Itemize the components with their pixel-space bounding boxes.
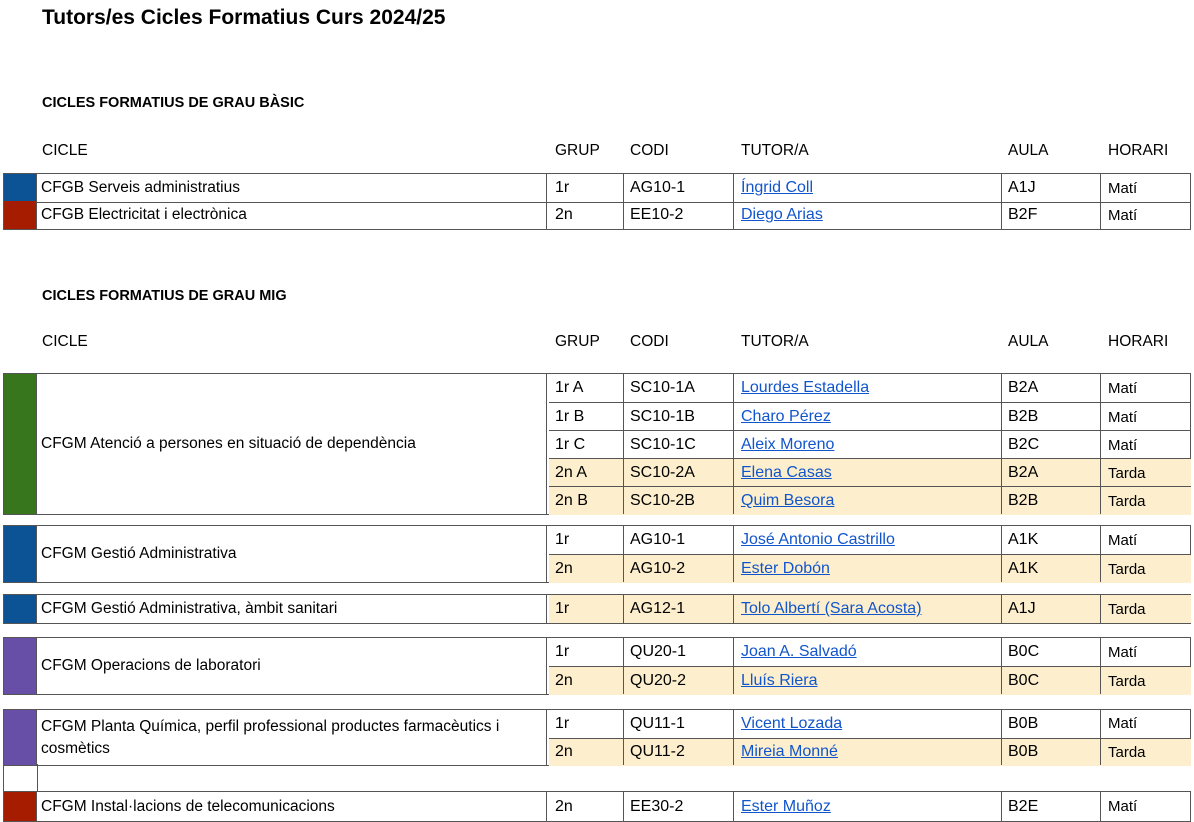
aula-cell: B2B: [1008, 492, 1039, 509]
column-divider: [1001, 595, 1002, 623]
aula-cell: B0C: [1008, 643, 1040, 660]
column-divider: [733, 595, 734, 623]
cicle-name: CFGB Electricitat i electrònica: [41, 206, 247, 223]
column-divider: [733, 174, 734, 202]
cell-aula: [1008, 526, 1038, 554]
cell-grup: [555, 792, 573, 821]
tutor-link[interactable]: Joan A. Salvadó: [741, 643, 857, 660]
cell-tutor: [741, 487, 834, 515]
cell-codi: [630, 526, 685, 554]
column-divider: [623, 595, 624, 623]
grup-cell: 2n: [555, 560, 573, 577]
cicle-name: CFGM Instal·lacions de telecomunicacions: [41, 797, 335, 815]
tutor-link[interactable]: Tolo Albertí (Sara Acosta): [741, 600, 922, 617]
aula-cell: B2C: [1008, 436, 1040, 453]
cell-tutor: [741, 638, 857, 666]
aula-cell: A1J: [1008, 179, 1036, 196]
cell-horari: [1108, 792, 1137, 821]
column-divider: [623, 174, 624, 202]
grup-cell: 2n: [555, 743, 573, 761]
cell-aula: [1008, 792, 1038, 821]
cell-grup: [555, 174, 569, 202]
column-divider: [546, 792, 547, 821]
aula-cell: A1K: [1008, 531, 1039, 548]
cell-border: [3, 526, 4, 582]
cell-codi: [630, 595, 685, 623]
grup-cell: 2n A: [555, 464, 588, 481]
grup-cell: 1r: [555, 643, 570, 660]
codi-cell: SC10-2A: [630, 464, 695, 481]
grup-cell: 2n B: [555, 492, 588, 509]
grup-cell: 2n: [555, 797, 573, 815]
column-divider: [1001, 174, 1002, 202]
codi-cell: QU11-2: [630, 743, 685, 761]
grup-cell: 1r C: [555, 436, 586, 453]
codi-cell: QU20-2: [630, 672, 687, 689]
column-divider: [733, 526, 734, 582]
codi-cell: AG10-1: [630, 531, 686, 548]
grup-cell: 1r: [555, 179, 570, 196]
grup-cell: 2n: [555, 206, 573, 223]
cicle-block: [3, 201, 1191, 230]
cell-tutor: [741, 667, 817, 695]
column-divider: [733, 792, 734, 821]
horari-cell: Matí: [1108, 715, 1138, 733]
color-swatch: [3, 638, 37, 694]
codi-cell: SC10-1A: [630, 379, 695, 396]
horari-cell: Tarda: [1108, 464, 1146, 482]
column-divider: [546, 638, 547, 694]
tutor-link[interactable]: Ester Muñoz: [741, 797, 831, 815]
aula-cell: A1J: [1008, 600, 1036, 617]
column-divider: [546, 526, 547, 582]
cell-grup: [555, 595, 569, 623]
color-swatch: [3, 201, 37, 229]
table-row: [549, 402, 1191, 431]
aula-cell: B2E: [1008, 797, 1039, 815]
cicle-name: CFGM Operacions de laboratori: [41, 657, 261, 674]
horari-cell: Matí: [1108, 643, 1138, 661]
horari-cell: Matí: [1108, 379, 1138, 397]
table-row: [549, 738, 1191, 767]
cicle-block: [3, 594, 1191, 624]
section-heading-grau-basic: CICLES FORMATIUS DE GRAU BÀSIC: [42, 95, 305, 111]
codi-cell: EE10-2: [630, 206, 684, 223]
cell-tutor: [741, 526, 895, 554]
section-heading-grau-mig: CICLES FORMATIUS DE GRAU MIG: [42, 288, 287, 304]
cell-codi: [630, 555, 685, 583]
column-divider: [733, 374, 734, 514]
table-row: [549, 554, 1191, 583]
cell-grup: [555, 739, 573, 767]
column-divider: [623, 201, 624, 229]
color-swatch: [3, 174, 37, 202]
cell-grup: [555, 201, 573, 229]
cell-tutor: [741, 710, 842, 738]
codi-cell: AG10-2: [630, 560, 686, 577]
cell-grup: [555, 638, 569, 666]
cell-border: [3, 201, 4, 229]
horari-cell: Matí: [1108, 798, 1138, 815]
cell-tutor: [741, 459, 832, 487]
column-divider: [623, 526, 624, 582]
cicle-block: [3, 525, 1191, 583]
cell-horari: [1108, 667, 1146, 695]
cell-horari: [1108, 595, 1146, 623]
cell-codi: [630, 667, 686, 695]
cell-tutor: [741, 555, 830, 583]
horari-cell: Matí: [1108, 179, 1138, 197]
cell-aula: [1008, 403, 1038, 431]
color-swatch: [3, 792, 37, 821]
cell-aula: [1008, 174, 1036, 202]
column-divider: [1001, 792, 1002, 821]
tutor-link[interactable]: Íngrid Coll: [741, 179, 814, 196]
aula-cell: B0C: [1008, 672, 1040, 689]
cell-horari: [1108, 487, 1146, 515]
horari-cell: Tarda: [1108, 600, 1146, 618]
tutor-link[interactable]: Lluís Riera: [741, 672, 818, 689]
cicle-name: CFGM Planta Química, perfil professional productes farmacèutics i cosmètics: [41, 717, 500, 757]
column-divider: [546, 374, 547, 514]
column-header-cicle: CICLE: [42, 333, 88, 350]
column-divider: [1100, 792, 1101, 821]
column-header-cicle: CICLE: [42, 142, 88, 159]
column-header-horari: HORARI: [1108, 142, 1169, 159]
cicle-block: [3, 791, 1191, 822]
cell-grup: [555, 374, 583, 402]
aula-cell: B2B: [1008, 408, 1039, 425]
cell-border: [3, 638, 4, 694]
horari-cell: Matí: [1108, 408, 1138, 426]
column-divider: [733, 638, 734, 694]
cell-tutor: [741, 431, 834, 459]
cell-border: [3, 792, 4, 821]
table-row: [549, 666, 1191, 695]
column-divider: [1001, 201, 1002, 229]
table-row: [549, 374, 1191, 402]
cell-codi: [630, 487, 695, 515]
cell-horari: [1108, 526, 1137, 554]
tutor-link[interactable]: Quim Besora: [741, 492, 835, 509]
cell-horari: [1108, 710, 1137, 738]
color-swatch: [3, 710, 37, 765]
color-swatch: [3, 595, 37, 623]
cell-horari: [1108, 555, 1146, 583]
tutor-link[interactable]: Lourdes Estadella: [741, 379, 870, 396]
column-divider: [546, 595, 547, 623]
column-divider: [1100, 638, 1101, 694]
cicle-block: [3, 637, 1191, 695]
tutor-link[interactable]: Ester Dobón: [741, 560, 830, 577]
tutor-link[interactable]: José Antonio Castrillo: [741, 531, 895, 548]
codi-cell: SC10-1B: [630, 408, 695, 425]
column-divider: [1100, 201, 1101, 229]
cell-aula: [1008, 555, 1038, 583]
cell-grup: [555, 459, 587, 487]
cell-tutor: [741, 595, 922, 623]
codi-cell: QU11-1: [630, 714, 685, 732]
column-divider: [1100, 595, 1101, 623]
cell-horari: [1108, 431, 1137, 459]
aula-cell: A1K: [1008, 560, 1039, 577]
column-divider: [1001, 710, 1002, 765]
cell-codi: [630, 792, 683, 821]
table-row: [549, 595, 1191, 623]
cell-grup: [555, 555, 573, 583]
cell-aula: [1008, 201, 1037, 229]
grup-cell: 1r: [555, 714, 570, 732]
grup-cell: 1r A: [555, 379, 584, 396]
cell-aula: [1008, 638, 1039, 666]
tutor-link[interactable]: Vicent Lozada: [741, 714, 843, 732]
cell-horari: [1108, 201, 1137, 229]
cell-horari: [1108, 459, 1146, 487]
aula-cell: B2A: [1008, 464, 1039, 481]
cell-tutor: [741, 374, 869, 402]
horari-cell: Tarda: [1108, 672, 1146, 690]
cell-horari: [1108, 739, 1146, 767]
column-header-aula: AULA: [1008, 333, 1049, 350]
cell-codi: [630, 710, 685, 738]
cell-horari: [1108, 174, 1137, 202]
column-divider: [1100, 174, 1101, 202]
cell-border: [3, 595, 4, 623]
cell-codi: [630, 459, 695, 487]
column-divider: [733, 201, 734, 229]
cell-aula: [1008, 374, 1038, 402]
color-swatch: [3, 526, 37, 582]
table-row: [549, 430, 1191, 459]
cell-codi: [630, 431, 696, 459]
page-title: Tutors/es Cicles Formatius Curs 2024/25: [42, 6, 446, 29]
codi-cell: SC10-2B: [630, 492, 695, 509]
column-divider: [1001, 374, 1002, 514]
horari-cell: Matí: [1108, 531, 1138, 549]
column-divider: [1001, 526, 1002, 582]
cell-tutor: [741, 201, 823, 229]
cell-aula: [1008, 710, 1038, 738]
aula-cell: B0B: [1008, 714, 1039, 732]
horari-cell: Matí: [1108, 206, 1138, 224]
cicle-name: CFGM Gestió Administrativa: [41, 545, 237, 562]
column-divider: [623, 792, 624, 821]
tutor-link[interactable]: Elena Casas: [741, 464, 832, 481]
column-header-grup: GRUP: [555, 142, 600, 159]
table-row: [549, 638, 1191, 666]
cicle-block: [3, 709, 1191, 766]
column-header-aula: AULA: [1008, 142, 1049, 159]
cell-border: [3, 374, 4, 514]
aula-cell: B2A: [1008, 379, 1039, 396]
grup-cell: 2n: [555, 672, 573, 689]
cicle-block: [3, 373, 1191, 515]
cell-aula: [1008, 459, 1038, 487]
cell-tutor: [741, 403, 831, 431]
horari-cell: Tarda: [1108, 560, 1146, 578]
column-divider: [546, 201, 547, 229]
codi-cell: SC10-1C: [630, 436, 696, 453]
cicle-block: [3, 173, 1191, 203]
cell-codi: [630, 174, 685, 202]
column-divider: [1100, 710, 1101, 765]
codi-cell: EE30-2: [630, 797, 684, 815]
cell-horari: [1108, 638, 1137, 666]
column-header-tutor: TUTOR/A: [741, 333, 809, 350]
cell-horari: [1108, 374, 1137, 402]
cell-tutor: [741, 792, 831, 821]
cell-codi: [630, 374, 695, 402]
cell-grup: [555, 667, 573, 695]
codi-cell: AG12-1: [630, 600, 686, 617]
table-row: [549, 792, 1191, 821]
column-header-codi: CODI: [630, 333, 669, 350]
column-divider: [1001, 638, 1002, 694]
cell-grup: [555, 431, 585, 459]
grup-cell: 1r B: [555, 408, 585, 425]
cell-codi: [630, 739, 685, 767]
aula-cell: B0B: [1008, 743, 1039, 761]
cell-aula: [1008, 595, 1036, 623]
grup-cell: 1r: [555, 600, 570, 617]
cell-codi: [630, 403, 695, 431]
cicle-name: CFGB Serveis administratius: [41, 179, 240, 196]
table-row: [549, 710, 1191, 738]
cell-border: [3, 174, 4, 202]
column-divider: [1100, 526, 1101, 582]
cell-aula: [1008, 431, 1039, 459]
grup-cell: 1r: [555, 531, 570, 548]
tutor-link[interactable]: Mireia Monné: [741, 743, 838, 761]
column-divider: [733, 710, 734, 765]
cell-tutor: [741, 174, 813, 202]
horari-cell: Tarda: [1108, 743, 1146, 761]
cell-grup: [555, 403, 584, 431]
cell-grup: [555, 710, 569, 738]
tutor-link[interactable]: Aleix Moreno: [741, 436, 835, 453]
tutor-link[interactable]: Charo Pérez: [741, 408, 831, 425]
column-divider: [623, 374, 624, 514]
cell-border: [3, 710, 4, 765]
cell-grup: [555, 487, 588, 515]
cell-codi: [630, 638, 686, 666]
column-header-grup: GRUP: [555, 333, 600, 350]
column-divider: [546, 174, 547, 202]
table-row: [549, 174, 1191, 202]
cell-tutor: [741, 739, 838, 767]
tutor-link[interactable]: Diego Arias: [741, 206, 823, 223]
column-divider: [623, 638, 624, 694]
cell-aula: [1008, 487, 1038, 515]
codi-cell: AG10-1: [630, 179, 686, 196]
horari-cell: Matí: [1108, 436, 1138, 454]
cell-codi: [630, 201, 683, 229]
cell-aula: [1008, 667, 1039, 695]
empty-row: [3, 764, 1191, 792]
cicle-name: CFGM Gestió Administrativa, àmbit sanitari: [41, 600, 338, 617]
table-row: [549, 458, 1191, 487]
column-header-codi: CODI: [630, 142, 669, 159]
column-divider: [623, 710, 624, 765]
column-header-horari: HORARI: [1108, 333, 1169, 350]
codi-cell: QU20-1: [630, 643, 687, 660]
cicle-name: CFGM Atenció a persones en situació de dependència: [41, 435, 416, 452]
column-divider: [1100, 374, 1101, 514]
aula-cell: B2F: [1008, 206, 1038, 223]
cell-aula: [1008, 739, 1038, 767]
cell-grup: [555, 526, 569, 554]
column-divider: [546, 710, 547, 765]
cell-horari: [1108, 403, 1137, 431]
table-row: [549, 201, 1191, 229]
table-row: [549, 486, 1191, 515]
table-row: [549, 526, 1191, 554]
horari-cell: Tarda: [1108, 492, 1146, 510]
color-swatch: [3, 374, 37, 514]
column-header-tutor: TUTOR/A: [741, 142, 809, 159]
